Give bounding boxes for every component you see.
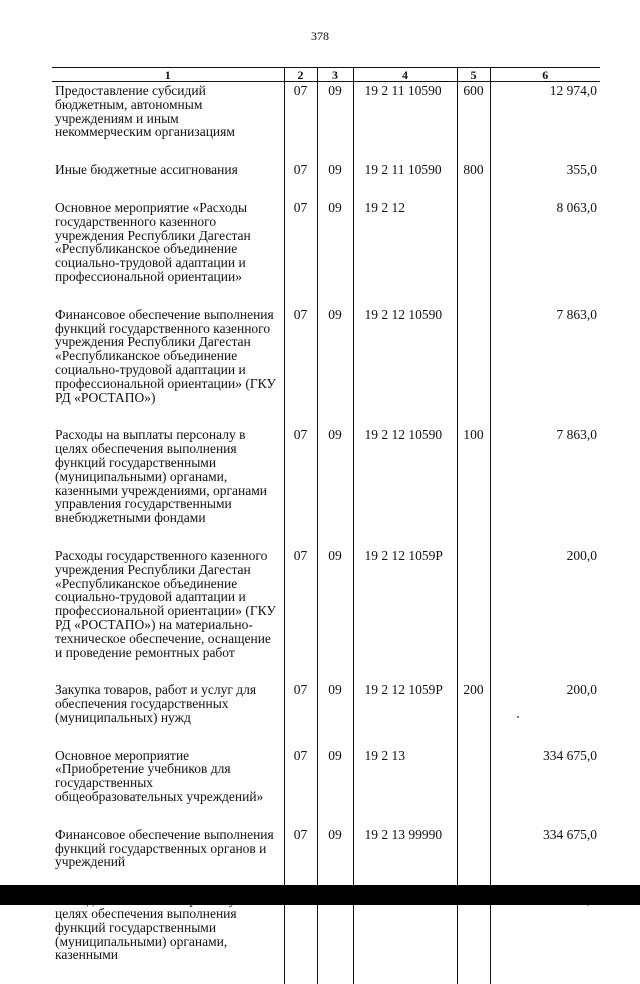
section-code-cell: 07	[284, 306, 317, 427]
expense-type-cell	[457, 826, 490, 891]
subsection-code-cell: 09	[317, 747, 353, 826]
expense-type-cell: 800	[457, 161, 490, 199]
header-col-1: 1	[52, 68, 284, 82]
row-name-cell: Закупка товаров, работ и услуг для обеспечения государственных (муниципальных) нужд	[55, 682, 257, 725]
row-name-cell: Предоставление субсидий бюджетным, автономным учреждениям и иным некоммерческим организациям	[55, 83, 235, 140]
section-code-cell	[284, 891, 317, 984]
table-row	[52, 891, 600, 984]
sum-cell: 8 063,0	[490, 199, 600, 306]
sum-cell: 12 974,0	[490, 82, 600, 162]
section-code-cell: 07	[284, 747, 317, 826]
subsection-code-cell: 09	[317, 306, 353, 427]
table-row	[52, 161, 600, 199]
header-row	[52, 68, 600, 82]
sum-cell: 200,0	[490, 547, 600, 681]
section-code-cell: 07	[284, 826, 317, 891]
table-row	[52, 681, 600, 746]
row-name-cell: Расходы государственного казенного учреждения Республики Дагестан «Республиканское объединение социально-трудовой адаптации и профессиональной ориентации» (ГКУ РД «РОСТАПО») на материально-техническое обеспечение, оснащение и проведение ремонтных работ	[55, 547, 276, 660]
expense-type-cell: 100	[457, 426, 490, 547]
target-article-cell: 19 2 12 1059Р	[353, 547, 457, 681]
expense-type-cell	[457, 747, 490, 826]
expense-type-cell: 600	[457, 82, 490, 162]
sum-cell: 7 863,0	[490, 306, 600, 427]
row-name-cell: Расходы на выплаты персоналу в целях обеспечения выполнения функций государственными (муниципальными) органами, казенными учреждениями, органами управления государственными внебюджетными фондами	[55, 427, 267, 526]
header-col-3: 3	[317, 68, 353, 82]
row-name-cell: Финансовое обеспечение выполнения функций государственного казенного учреждения Республики Дагестан «Республиканское объединение социально-трудовой адаптации и профессиональной ориентации» (ГКУ РД «РОСТАПО»)	[55, 306, 276, 405]
subsection-code-cell: 09	[317, 826, 353, 891]
subsection-code-cell	[317, 891, 353, 984]
subsection-code-cell: 09	[317, 547, 353, 681]
target-article-cell: 19 2 12 1059Р	[353, 681, 457, 746]
table-row	[52, 747, 600, 826]
header-col-5: 5	[457, 68, 490, 82]
target-article-cell: 19 2 11 10590	[353, 161, 457, 199]
section-code-cell: 07	[284, 547, 317, 681]
target-article-cell	[353, 891, 457, 984]
row-name-cell: Основное мероприятие «Приобретение учебников для государственных общеобразовательных учреждений»	[55, 747, 264, 805]
page-number: 378	[311, 29, 329, 43]
table-row	[52, 547, 600, 681]
subsection-code-cell: 09	[317, 161, 353, 199]
sum-cell: 334 675,0	[490, 826, 600, 891]
row-name-cell: Иные бюджетные ассигнования	[55, 162, 238, 178]
target-article-cell: 19 2 11 10590	[353, 82, 457, 162]
header-col-6: 6	[490, 68, 600, 82]
section-code-cell: 07	[284, 161, 317, 199]
sum-cell: 355,0	[490, 161, 600, 199]
subsection-code-cell: 09	[317, 681, 353, 746]
section-code-cell: 07	[284, 426, 317, 547]
header-col-4: 4	[353, 68, 457, 82]
sum-cell	[490, 891, 600, 984]
target-article-cell: 19 2 13	[353, 747, 457, 826]
header-col-2: 2	[284, 68, 317, 82]
expense-type-cell	[457, 199, 490, 306]
section-code-cell: 07	[284, 82, 317, 162]
section-code-cell: 07	[284, 199, 317, 306]
table-row	[52, 82, 600, 162]
subsection-code-cell: 09	[317, 426, 353, 547]
scan-bottom-edge	[0, 885, 640, 905]
row-name-cell: Основное мероприятие «Расходы государственного казенного учреждения Республики Дагестан «Республиканское объединение социально-трудовой адаптации и профессиональной ориентации»	[55, 199, 251, 284]
row-name-cell: Финансовое обеспечение выполнения функций государственных органов и учреждений	[55, 826, 274, 870]
table-row	[52, 826, 600, 891]
target-article-cell: 19 2 12 10590	[353, 306, 457, 427]
scan-speck	[517, 716, 519, 718]
subsection-code-cell: 09	[317, 199, 353, 306]
target-article-cell: 19 2 13 99990	[353, 826, 457, 891]
expense-type-cell	[457, 547, 490, 681]
table-row	[52, 199, 600, 306]
target-article-cell: 19 2 12 10590	[353, 426, 457, 547]
sum-cell: 7 863,0	[490, 426, 600, 547]
table-row	[52, 426, 600, 547]
budget-table	[52, 67, 600, 984]
section-code-cell: 07	[284, 681, 317, 746]
table-row	[52, 306, 600, 427]
expense-type-cell: 200	[457, 681, 490, 746]
expense-type-cell	[457, 891, 490, 984]
expense-type-cell	[457, 306, 490, 427]
row-name-cell: целях обеспечения выполнения функций государственными (муниципальными) органами, казенными	[55, 906, 237, 963]
subsection-code-cell: 09	[317, 82, 353, 162]
target-article-cell: 19 2 12	[353, 199, 457, 306]
sum-cell: 334 675,0	[490, 747, 600, 826]
sum-cell: 200,0	[490, 681, 600, 746]
